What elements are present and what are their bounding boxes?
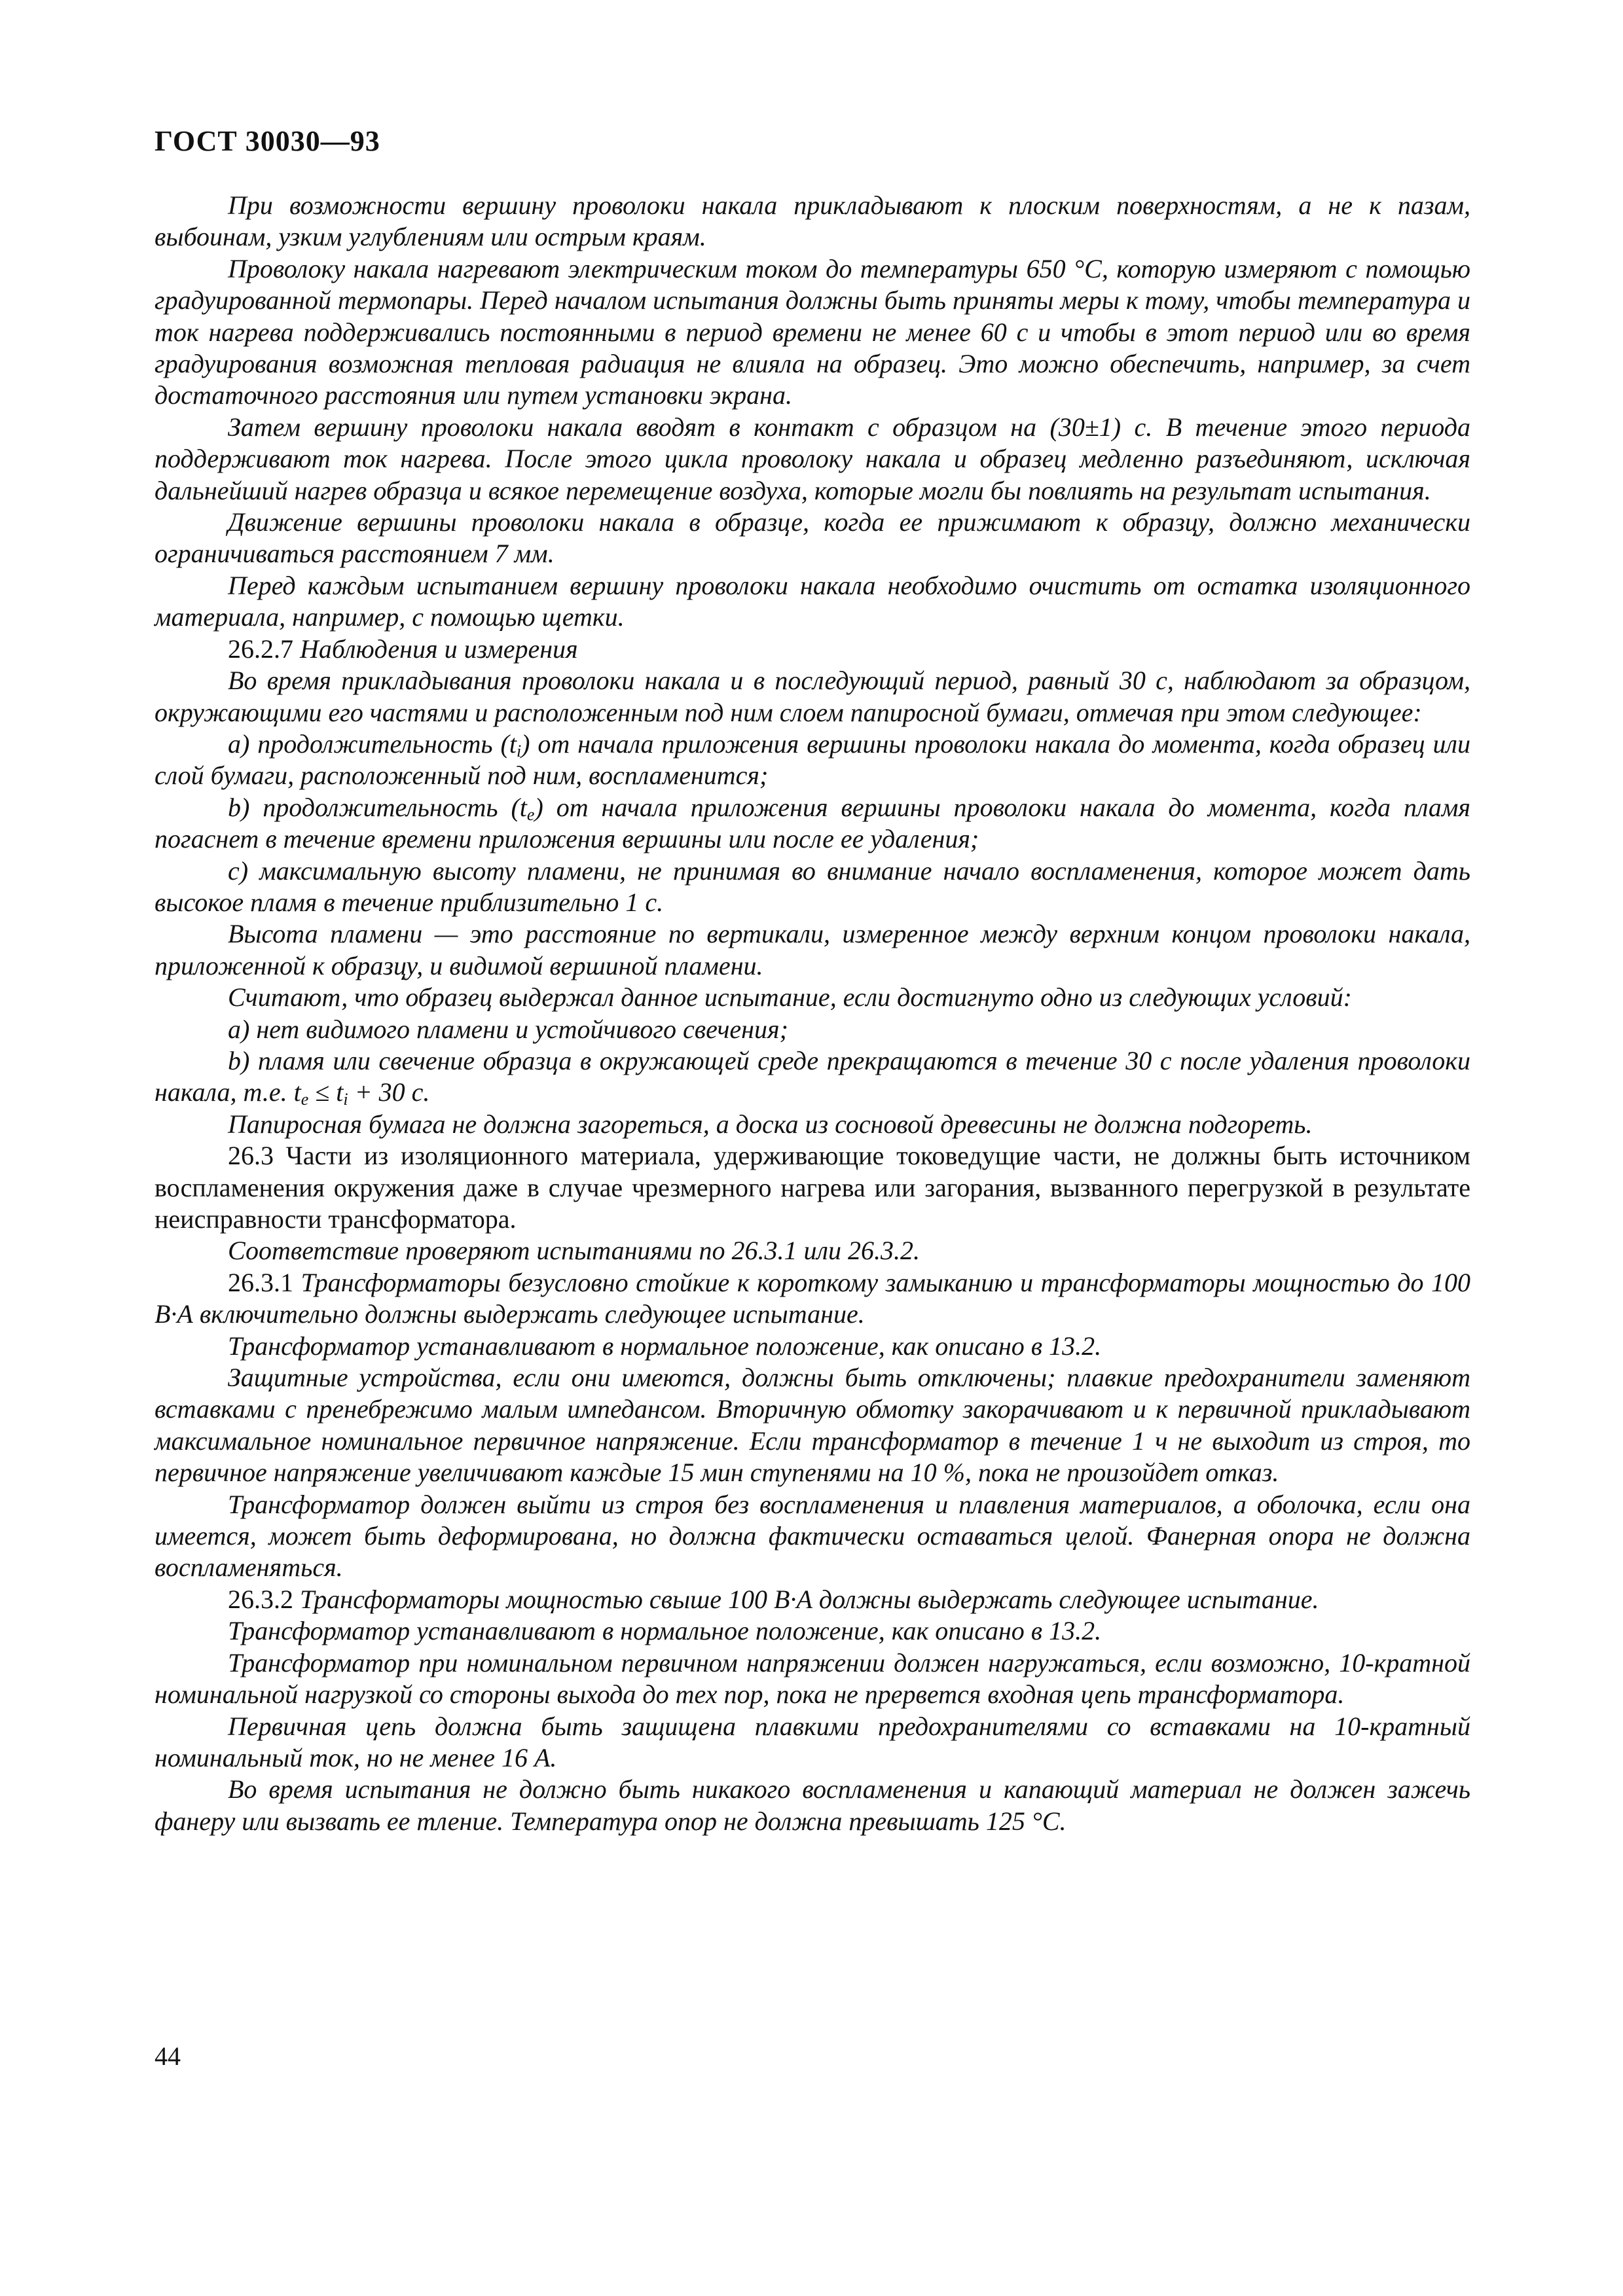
paragraph: Проволоку накала нагревают электрическим током до температуры 650 °С, которую измеряют с помощью градуированной термопары. Перед началом испытания должны быть приняты меры к тому, чтобы температура и ток нагрева поддерживались постоянными в период времени не менее 60 с и чтобы в этот период или во время градуирования возможная тепловая радиация не влияла на образец. Это можно обеспечить, например, за счет достаточного расстояния или путем установки экрана. xyxy=(155,253,1470,410)
section-heading-26-2-7 xyxy=(155,634,1470,665)
section-number: 26.3.2 xyxy=(228,1584,293,1614)
paragraph: Трансформатор устанавливают в нормальное положение, как описано в 13.2. xyxy=(228,1616,1102,1646)
subscript: e xyxy=(526,804,535,824)
list-item-a: а) нет видимого пламени и устойчивого свечения; xyxy=(228,1014,788,1044)
subscript: i xyxy=(516,741,522,761)
paragraph: Во время испытания не должно быть никакого воспламенения и капающий материал не должен зажечь фанеру или вызвать ее тление. Температура опор не должна превышать 125 °С. xyxy=(155,1774,1470,1836)
paragraph: При возможности вершину проволоки накала прикладывают к плоским поверхностям, а не к пазам, выбоинам, узким углублениям или острым краям. xyxy=(155,190,1470,252)
paragraph: Считают, что образец выдержал данное испытание, если достигнуто одно из следующих условий: xyxy=(228,982,1352,1013)
list-item-text: b) пламя или свечение образца в окружающей среде прекращаются в течение 30 с после удаления проволоки накала, т.е. t xyxy=(155,1045,1470,1107)
section-number: 26.2.7 xyxy=(228,634,293,664)
paragraph: Трансформатор должен выйти из строя без воспламенения и плавления материалов, а оболочка, если она имеется, может быть деформирована, но должна фактически оставаться целой. Фанерная опора не должна воспламеняться. xyxy=(155,1489,1470,1583)
list-item-text: b) продолжительность (t xyxy=(228,792,527,822)
list-item-text: а) продолжительность (t xyxy=(228,728,517,759)
paragraph: Трансформатор устанавливают в нормальное положение, как описано в 13.2. xyxy=(228,1331,1102,1361)
paragraph: Папиросная бумага не должна загореться, а доска из сосновой древесины не должна подгореть. xyxy=(228,1109,1313,1139)
section-title: Наблюдения и измерения xyxy=(300,634,578,664)
subscript: i xyxy=(343,1090,348,1109)
paragraph: Затем вершину проволоки накала вводят в контакт с образцом на (30±1) с. В течение этого периода поддерживают ток нагрева. После этого цикла проволоку накала и образец медленно разъединяют, исключая дальнейший нагрев образца и всякое перемещение воздуха, которые могли бы повлиять на результат испытания. xyxy=(155,412,1470,505)
paragraph: Движение вершины проволоки накала в образце, когда ее прижимают к образцу, должно механически ограничиваться расстоянием 7 мм. xyxy=(155,507,1470,569)
paragraph: Во время прикладывания проволоки накала и в последующий период, равный 30 с, наблюдают за образцом, окружающими его частями и расположенным под ним слоем папиросной бумаги, отмечая при этом следующее: xyxy=(155,666,1470,727)
section-paragraph-26-3-2 xyxy=(155,1584,1470,1615)
section-text: Трансформаторы мощностью свыше 100 В·А должны выдержать следующее испытание. xyxy=(300,1584,1319,1614)
section-number: 26.3.1 xyxy=(228,1267,293,1297)
list-item-b xyxy=(155,792,1470,855)
list-item-text: + 30 с. xyxy=(348,1077,430,1107)
list-item-text: ) от начала приложения вершины проволоки накала до момента, когда образец или слой бумаги, расположенный под ним, воспламенится; xyxy=(155,728,1470,791)
paragraph: Первичная цепь должна быть защищена плавкими предохранителями со вставками на 10-кратный номинальный ток, но не менее 16 А. xyxy=(155,1711,1470,1772)
document-header: ГОСТ 30030—93 xyxy=(155,125,380,157)
subscript: e xyxy=(301,1090,309,1109)
list-item-c: с) максимальную высоту пламени, не принимая во внимание начало воспламенения, которое может дать высокое пламя в течение приблизительно 1 с. xyxy=(155,855,1470,917)
section-paragraph-26-3-1 xyxy=(155,1267,1470,1331)
paragraph: Защитные устройства, если они имеются, должны быть отключены; плавкие предохранители заменяют вставками с пренебрежимо малым импедансом. Вторичную обмотку закорачивают и к первичной прикладывают максимальное номинальное первичное напряжение. Если трансформатор в течение 1 ч не выходит из строя, то первичное напряжение увеличивают каждые 15 мин ступенями на 10 %, пока не произойдет отказ. xyxy=(155,1363,1470,1488)
paragraph: Перед каждым испытанием вершину проволоки накала необходимо очистить от остатка изоляционного материала, например, с помощью щетки. xyxy=(155,570,1470,632)
paragraph: Трансформатор при номинальном первичном напряжении должен нагружаться, если возможно, 10-кратной номинальной нагрузкой со стороны выхода до тех пор, пока не прервется входная цепь трансформатора. xyxy=(155,1647,1470,1710)
paragraph: Высота пламени — это расстояние по вертикали, измеренное между верхним концом проволоки накала, приложенной к образцу, и видимой вершиной пламени. xyxy=(155,919,1470,980)
list-item-text: ) от начала приложения вершины проволоки накала до момента, когда пламя погаснет в течение времени приложения вершины или после ее удаления; xyxy=(155,792,1470,854)
paragraph: Соответствие проверяют испытаниями по 26.3.1 или 26.3.2. xyxy=(228,1236,920,1266)
document-body xyxy=(155,190,1470,1837)
list-item-b xyxy=(155,1045,1470,1109)
list-item-text: ≤ t xyxy=(308,1077,344,1107)
list-item-a xyxy=(155,728,1470,792)
section-text: Трансформаторы безусловно стойкие к короткому замыканию и трансформаторы мощностью до 100 В·А включительно должны выдержать следующее испытание. xyxy=(155,1267,1471,1329)
page-number: 44 xyxy=(155,2041,181,2071)
section-paragraph-26-3: 26.3 Части из изоляционного материала, удерживающие токоведущие части, не должны быть источником воспламенения окружения даже в случае чрезмерного нагрева или загорания, вызванного перегрузкой в результате неисправности трансформатора. xyxy=(155,1141,1470,1234)
